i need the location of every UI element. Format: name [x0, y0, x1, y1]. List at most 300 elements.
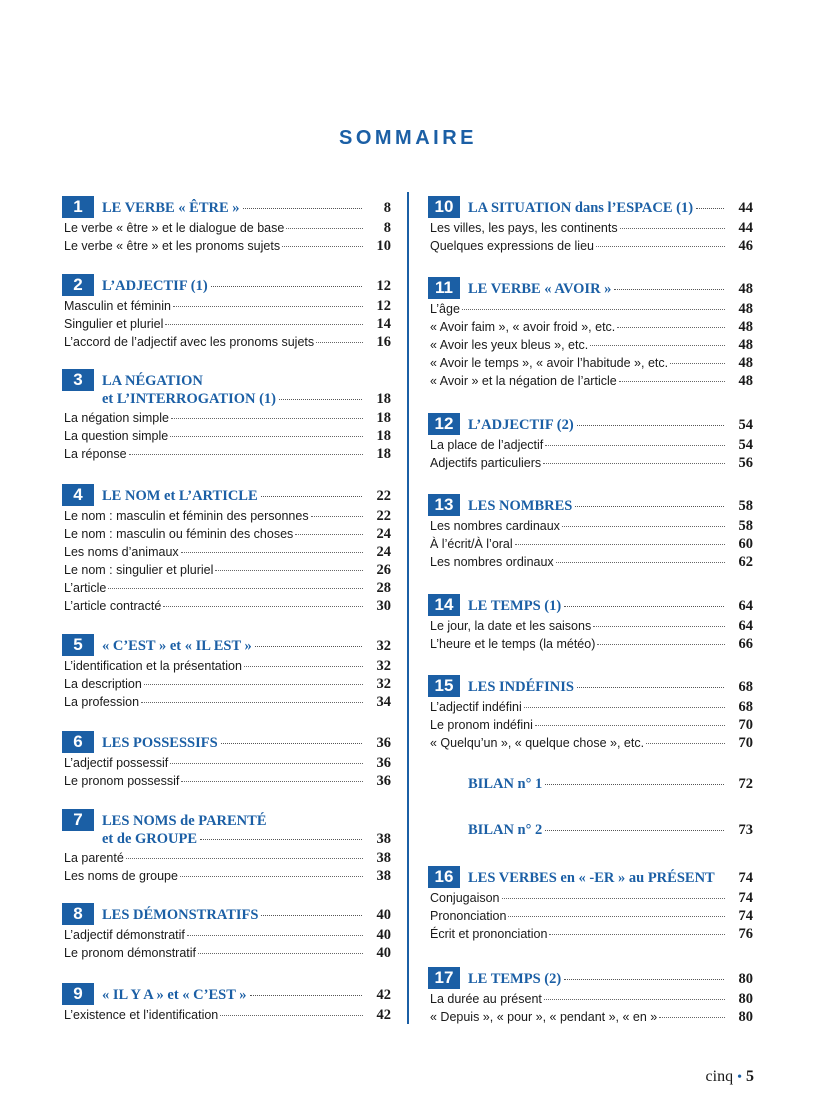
toc-entry-text: Masculin et féminin: [64, 299, 171, 313]
chapter-title-line: [468, 678, 753, 696]
chapter-title: [468, 199, 753, 217]
toc-entry: [430, 699, 753, 717]
dot-leader: [696, 208, 724, 209]
toc-entry-text: L’adjectif indéfini: [430, 700, 522, 714]
chapter-title-text: LA NÉGATION: [102, 373, 203, 389]
dot-leader: [221, 743, 362, 744]
toc-entry: [64, 598, 391, 616]
chapter-title-line: [468, 497, 753, 515]
chapter-number-badge: 6: [62, 731, 94, 753]
toc-entry-page: 8: [383, 220, 391, 236]
toc-entry-page: 24: [376, 526, 391, 542]
chapter-items: [64, 1007, 391, 1025]
chapter-heading: [428, 196, 753, 218]
toc-entry: [64, 773, 391, 791]
toc-entry: [430, 618, 753, 636]
dot-leader: [619, 381, 725, 382]
chapter-items: [430, 890, 753, 944]
dot-leader: [286, 228, 363, 229]
chapter-items: [64, 508, 391, 616]
toc-entry: [64, 526, 391, 544]
dot-leader: [170, 763, 363, 764]
bilan-page: 73: [738, 822, 753, 838]
toc-entry: [64, 298, 391, 316]
chapter-title: [102, 637, 391, 655]
toc-entry-page: 48: [738, 355, 753, 371]
page-footer: [706, 1068, 754, 1086]
chapter-title-text: et de GROUPE: [102, 831, 198, 847]
toc-entry: [430, 518, 753, 536]
chapter-items: [64, 658, 391, 712]
chapter-heading: [428, 413, 753, 435]
toc-entry-text: Le verbe « être » et le dialogue de base: [64, 221, 285, 235]
chapter-items: [430, 618, 753, 654]
chapter-heading: [428, 594, 753, 616]
toc-entry-page: 26: [376, 562, 391, 578]
toc-entry-page: 32: [376, 676, 391, 692]
chapter-title: [102, 372, 391, 408]
toc-entry-page: 38: [376, 868, 391, 884]
toc-entry-text: La durée au présent: [430, 992, 542, 1006]
toc-entry: [64, 850, 391, 868]
toc-entry-text: Le pronom démonstratif: [64, 946, 197, 960]
toc-entry-text: « Avoir le temps », « avoir l’habitude », etc.: [430, 356, 669, 370]
dot-leader: [577, 425, 724, 426]
toc-entry: [64, 945, 391, 963]
chapter-heading: [62, 274, 391, 296]
chapter-title: [102, 199, 391, 217]
toc-entry-page: 58: [738, 518, 753, 534]
toc-entry-text: Le pronom possessif: [64, 774, 180, 788]
chapter-section: [62, 196, 391, 254]
toc-entry-text: « Avoir les yeux bleus », etc.: [430, 338, 589, 352]
toc-entry-text: « Avoir faim », « avoir froid », etc.: [430, 320, 616, 334]
chapter-title: [468, 497, 753, 515]
toc-entry-text: Le verbe « être » et les pronoms sujets: [64, 239, 281, 253]
dot-leader: [163, 606, 363, 607]
toc-entry-text: L’accord de l’adjectif avec les pronoms sujets: [64, 335, 315, 349]
toc-entry-page: 36: [376, 773, 391, 789]
toc-entry: [430, 355, 753, 373]
chapter-section: [62, 903, 391, 961]
toc-entry-text: L’article contracté: [64, 599, 162, 613]
toc-entry: [430, 991, 753, 1009]
chapter-title-text: LES VERBES en « -ER » au PRÉSENT: [468, 870, 715, 886]
chapter-title: [468, 280, 753, 298]
chapter-page: 32: [376, 638, 391, 654]
toc-entry-text: Le jour, la date et les saisons: [430, 619, 592, 633]
toc-entry-page: 70: [738, 735, 753, 751]
chapter-title: [468, 597, 753, 615]
toc-entry-page: 24: [376, 544, 391, 560]
chapter-title: [102, 812, 391, 848]
chapter-title-line: [102, 390, 391, 408]
chapter-section: [62, 983, 391, 1023]
chapter-heading: [62, 369, 391, 407]
chapter-items: [64, 410, 391, 464]
toc-entry-text: « Quelqu’un », « quelque chose », etc.: [430, 736, 645, 750]
chapter-page: 80: [738, 971, 753, 987]
toc-entry: [64, 446, 391, 464]
dot-leader: [462, 309, 725, 310]
chapter-section: [62, 484, 391, 614]
toc-entry: [64, 658, 391, 676]
chapter-title-line: [102, 812, 391, 830]
dot-leader: [173, 306, 363, 307]
chapter-number-badge: 4: [62, 484, 94, 506]
chapter-section: [428, 594, 753, 652]
chapter-title-line: [102, 830, 391, 848]
toc-entry: [430, 301, 753, 319]
dot-leader: [543, 463, 725, 464]
toc-entry: [64, 508, 391, 526]
toc-entry: [64, 238, 391, 256]
chapter-heading: [428, 967, 753, 989]
chapter-items: [64, 850, 391, 886]
toc-entry: [64, 544, 391, 562]
chapter-title-line: [468, 280, 753, 298]
toc-entry-page: 16: [376, 334, 391, 350]
toc-entry-page: 56: [738, 455, 753, 471]
chapter-title-text: LES DÉMONSTRATIFS: [102, 907, 259, 923]
chapter-section: [428, 413, 753, 471]
toc-entry-page: 34: [376, 694, 391, 710]
toc-entry-page: 74: [738, 890, 753, 906]
toc-entry: [430, 238, 753, 256]
chapter-page: 44: [738, 200, 753, 216]
dot-leader: [545, 445, 725, 446]
dot-leader: [670, 363, 725, 364]
chapter-title: [102, 277, 391, 295]
toc-entry-text: Les villes, les pays, les continents: [430, 221, 618, 235]
dot-leader: [593, 626, 725, 627]
toc-entry: [64, 562, 391, 580]
chapter-title-line: [102, 372, 391, 390]
toc-entry-text: L’adjectif démonstratif: [64, 928, 185, 942]
chapter-items: [430, 301, 753, 391]
toc-entry: [430, 554, 753, 572]
toc-entry-page: 40: [376, 945, 391, 961]
dot-leader: [243, 208, 362, 209]
chapter-heading: [62, 634, 391, 656]
toc-entry-page: 30: [376, 598, 391, 614]
chapter-page: 36: [376, 735, 391, 751]
toc-entry-text: Singulier et pluriel: [64, 317, 164, 331]
dot-leader: [545, 784, 724, 785]
dot-leader: [255, 646, 362, 647]
dot-leader: [564, 979, 724, 980]
dot-leader: [502, 898, 726, 899]
toc-entry-page: 68: [738, 699, 753, 715]
toc-entry: [430, 908, 753, 926]
chapter-page: 18: [376, 391, 391, 407]
toc-entry-page: 10: [376, 238, 391, 254]
toc-entry-text: Le nom : masculin ou féminin des choses: [64, 527, 294, 541]
chapter-title-line: [102, 277, 391, 295]
chapter-title-line: [102, 199, 391, 217]
toc-entry-text: La profession: [64, 695, 140, 709]
toc-entry-page: 80: [738, 991, 753, 1007]
dot-leader: [141, 702, 363, 703]
chapter-items: [64, 220, 391, 256]
chapter-section: [62, 731, 391, 789]
chapter-section: [428, 967, 753, 1025]
dot-leader: [244, 666, 363, 667]
toc-entry-page: 18: [376, 446, 391, 462]
dot-leader: [187, 935, 363, 936]
dot-leader: [620, 228, 725, 229]
toc-entry-text: Adjectifs particuliers: [430, 456, 542, 470]
toc-entry-page: 42: [376, 1007, 391, 1023]
chapter-title-text: LES NOMS de PARENTÉ: [102, 813, 267, 829]
toc-entry: [430, 220, 753, 238]
column-divider: [407, 192, 409, 1024]
chapter-title: [102, 906, 391, 924]
chapter-title-text: L’ADJECTIF (1): [102, 278, 208, 294]
toc-entry-text: Les nombres cardinaux: [430, 519, 560, 533]
toc-entry-text: L’article: [64, 581, 107, 595]
chapter-heading: [62, 731, 391, 753]
chapter-title: [102, 986, 391, 1004]
toc-entry-page: 66: [738, 636, 753, 652]
page-title: SOMMAIRE: [339, 127, 477, 149]
chapter-number-badge: 1: [62, 196, 94, 218]
chapter-heading: [62, 809, 391, 847]
toc-entry: [430, 337, 753, 355]
toc-entry-text: L’identification et la présentation: [64, 659, 242, 673]
toc-entry-text: Quelques expressions de lieu: [430, 239, 594, 253]
toc-entry-page: 62: [738, 554, 753, 570]
toc-entry: [430, 735, 753, 753]
toc-entry-text: Conjugaison: [430, 891, 500, 905]
toc-entry-text: L’heure et le temps (la météo): [430, 637, 596, 651]
chapter-title-line: [468, 869, 753, 887]
toc-entry: [64, 220, 391, 238]
dot-leader: [261, 496, 362, 497]
toc-entry-page: 46: [738, 238, 753, 254]
chapter-number-badge: 13: [428, 494, 460, 516]
chapter-items: [64, 755, 391, 791]
chapter-section: [428, 277, 753, 389]
toc-entry-page: 12: [376, 298, 391, 314]
chapter-number-badge: 15: [428, 675, 460, 697]
chapter-title-text: LE NOM et L’ARTICLE: [102, 488, 258, 504]
chapter-title-line: [102, 986, 391, 1004]
chapter-page: 64: [738, 598, 753, 614]
toc-entry-page: 14: [376, 316, 391, 332]
dot-leader: [562, 526, 725, 527]
dot-leader: [614, 289, 724, 290]
dot-leader: [535, 725, 725, 726]
toc-entry-text: L’existence et l’identification: [64, 1008, 219, 1022]
dot-leader: [129, 454, 363, 455]
chapter-page: 22: [376, 488, 391, 504]
chapter-title: [468, 678, 753, 696]
chapter-page: 68: [738, 679, 753, 695]
chapter-section: [428, 866, 753, 942]
dot-leader: [617, 327, 725, 328]
dot-leader: [515, 544, 725, 545]
toc-entry-page: 22: [376, 508, 391, 524]
chapter-title-text: L’ADJECTIF (2): [468, 417, 574, 433]
dot-leader: [564, 606, 724, 607]
chapter-title-text: LE TEMPS (1): [468, 598, 562, 614]
chapter-section: [428, 196, 753, 254]
dot-leader: [556, 562, 725, 563]
toc-entry: [430, 536, 753, 554]
dot-leader: [170, 436, 363, 437]
chapter-section: [62, 634, 391, 710]
chapter-section: [62, 274, 391, 350]
chapter-title: [468, 869, 753, 887]
toc-entry: [64, 316, 391, 334]
chapter-number-badge: 12: [428, 413, 460, 435]
dot-leader: [596, 246, 725, 247]
dot-leader: [211, 286, 362, 287]
chapter-items: [430, 220, 753, 256]
dot-leader: [575, 506, 724, 507]
toc-entry-text: L’âge: [430, 302, 460, 316]
toc-entry-text: Les noms de groupe: [64, 869, 178, 883]
chapter-title: [102, 734, 391, 752]
chapter-page: 40: [376, 907, 391, 923]
chapter-number-badge: 9: [62, 983, 94, 1005]
footer-word: cinq: [705, 1068, 734, 1085]
chapter-title-text: « IL Y A » et « C’EST »: [102, 987, 247, 1003]
chapter-page: 42: [376, 987, 391, 1003]
chapter-number-badge: 11: [428, 277, 460, 299]
toc-entry-text: La parenté: [64, 851, 124, 865]
toc-entry-text: « Depuis », « pour », « pendant », « en »: [430, 1010, 658, 1024]
toc-entry: [430, 437, 753, 455]
toc-entry-page: 18: [376, 428, 391, 444]
toc-entry-page: 70: [738, 717, 753, 733]
toc-entry-text: L’adjectif possessif: [64, 756, 169, 770]
dot-leader: [144, 684, 363, 685]
chapter-title-line: [102, 487, 391, 505]
chapter-title-text: LE TEMPS (2): [468, 971, 562, 987]
chapter-number-badge: 7: [62, 809, 94, 831]
chapter-title: [468, 970, 753, 988]
toc-entry-text: Les noms d’animaux: [64, 545, 179, 559]
chapter-heading: [62, 484, 391, 506]
toc-entry: [430, 890, 753, 908]
toc-entry-page: 48: [738, 301, 753, 317]
dot-leader: [295, 534, 363, 535]
bilan-heading: [468, 822, 753, 839]
chapter-title-line: [102, 637, 391, 655]
toc-entry-text: La place de l’adjectif: [430, 438, 544, 452]
toc-entry-page: 48: [738, 319, 753, 335]
toc-entry-page: 40: [376, 927, 391, 943]
dot-leader: [659, 1017, 725, 1018]
chapter-page: 54: [738, 417, 753, 433]
chapter-heading: [428, 866, 753, 888]
dot-leader: [261, 915, 362, 916]
dot-leader: [316, 342, 363, 343]
chapter-items: [64, 298, 391, 352]
chapter-number-badge: 2: [62, 274, 94, 296]
chapter-title-text: « C’EST » et « IL EST »: [102, 638, 252, 654]
toc-entry-page: 54: [738, 437, 753, 453]
toc-entry-text: Prononciation: [430, 909, 507, 923]
chapter-title-text: et L’INTERROGATION (1): [102, 391, 277, 407]
toc-entry-page: 76: [738, 926, 753, 942]
dot-leader: [590, 345, 725, 346]
chapter-page: 74: [738, 870, 753, 886]
dot-leader: [165, 324, 363, 325]
chapter-title-line: [102, 734, 391, 752]
toc-entry-text: La négation simple: [64, 411, 169, 425]
toc-entry: [430, 1009, 753, 1027]
chapter-section: [428, 675, 753, 751]
chapter-title-text: LA SITUATION dans l’ESPACE (1): [468, 200, 694, 216]
chapter-items: [430, 991, 753, 1027]
dot-leader: [279, 399, 362, 400]
toc-entry-text: La description: [64, 677, 142, 691]
dot-leader: [597, 644, 725, 645]
chapter-number-badge: 16: [428, 866, 460, 888]
chapter-title-text: LE VERBE « AVOIR »: [468, 281, 612, 297]
footer-bullet: •: [737, 1070, 742, 1085]
chapter-number-badge: 3: [62, 369, 94, 391]
chapter-heading: [428, 494, 753, 516]
toc-entry-page: 32: [376, 658, 391, 674]
chapter-section: [62, 809, 391, 884]
chapter-title-text: LES INDÉFINIS: [468, 679, 574, 695]
dot-leader: [524, 707, 725, 708]
chapter-title-text: LE VERBE « ÊTRE »: [102, 200, 240, 216]
chapter-page: 8: [383, 200, 391, 216]
footer-page-number: 5: [746, 1068, 754, 1085]
chapter-title-line: [468, 199, 753, 217]
bilan-title: BILAN n° 1: [468, 776, 543, 792]
toc-entry: [430, 455, 753, 473]
toc-entry-text: Les nombres ordinaux: [430, 555, 554, 569]
chapter-heading: [62, 903, 391, 925]
toc-entry: [64, 1007, 391, 1025]
chapter-page: 12: [376, 278, 391, 294]
chapter-number-badge: 10: [428, 196, 460, 218]
dot-leader: [577, 687, 724, 688]
toc-entry-page: 80: [738, 1009, 753, 1025]
chapter-number-badge: 5: [62, 634, 94, 656]
toc-entry-page: 48: [738, 373, 753, 389]
dot-leader: [549, 934, 725, 935]
chapter-title-line: [468, 597, 753, 615]
toc-entry-text: Le nom : singulier et pluriel: [64, 563, 214, 577]
chapter-heading: [428, 277, 753, 299]
dot-leader: [215, 570, 363, 571]
chapter-items: [430, 437, 753, 473]
toc-entry: [64, 927, 391, 945]
toc-entry: [64, 410, 391, 428]
toc-entry: [64, 676, 391, 694]
chapter-heading: [62, 196, 391, 218]
bilan-heading: [468, 776, 753, 793]
dot-leader: [544, 999, 725, 1000]
chapter-items: [430, 699, 753, 753]
chapter-items: [64, 927, 391, 963]
chapter-title-line: [468, 970, 753, 988]
toc-entry-text: À l’écrit/À l’oral: [430, 537, 513, 551]
toc-entry-text: Le nom : masculin et féminin des personnes: [64, 509, 309, 523]
toc-entry-page: 28: [376, 580, 391, 596]
dot-leader: [181, 552, 363, 553]
bilan-page: 72: [738, 776, 753, 792]
chapter-title-line: [468, 416, 753, 434]
toc-entry: [64, 580, 391, 598]
